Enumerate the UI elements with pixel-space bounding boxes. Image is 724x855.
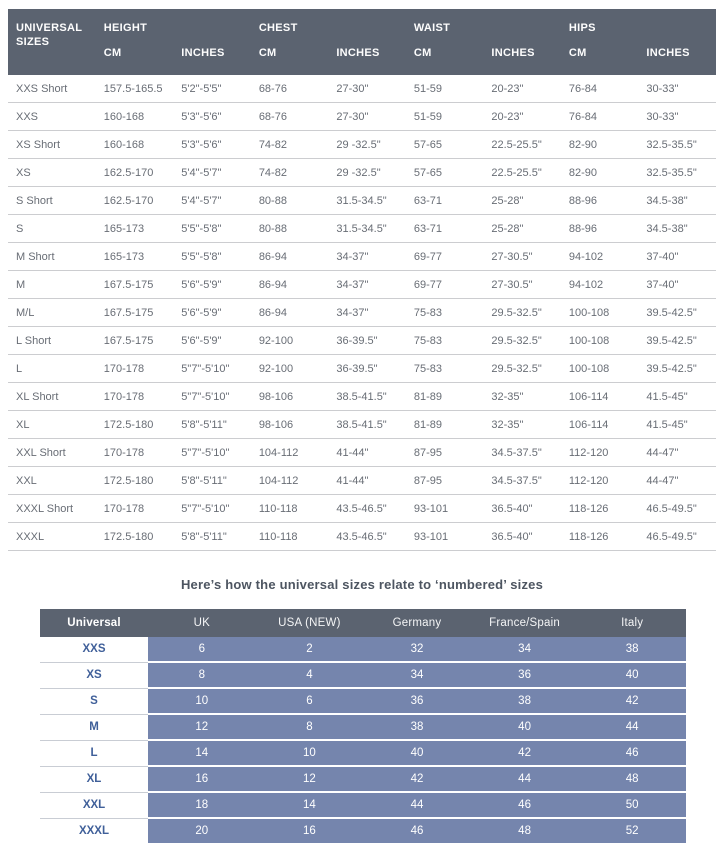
size-row <box>8 271 716 299</box>
conversion-value-cell: 12 <box>256 766 364 792</box>
universal-size-label: XS Short <box>8 131 96 159</box>
universal-size-label: M Short <box>8 243 96 271</box>
measurement-cell: 170-178 <box>96 355 174 383</box>
size-row <box>8 103 716 131</box>
measurement-cell: 5'6"-5'9" <box>173 299 251 327</box>
measurement-cell: 39.5-42.5" <box>638 299 716 327</box>
measurement-cell: 44-47" <box>638 467 716 495</box>
measurement-cell: 5"7"-5'10" <box>173 439 251 467</box>
measurement-cell: 76-84 <box>561 103 639 131</box>
conversion-value-cell: 4 <box>256 662 364 688</box>
measurement-cell: 34.5-38" <box>638 187 716 215</box>
measurement-cell: 75-83 <box>406 299 484 327</box>
measurement-cell: 63-71 <box>406 215 484 243</box>
measurement-cell: 41.5-45" <box>638 383 716 411</box>
measurement-cell: 32.5-35.5" <box>638 131 716 159</box>
conversion-value-cell: 10 <box>256 740 364 766</box>
measurement-cell: 43.5-46.5" <box>328 523 406 551</box>
measurement-cell: 172.5-180 <box>96 467 174 495</box>
size-row <box>8 495 716 523</box>
measurement-cell: 57-65 <box>406 159 484 187</box>
measurement-cell: 92-100 <box>251 355 329 383</box>
measurement-cell: 93-101 <box>406 523 484 551</box>
measurement-cell: 41.5-45" <box>638 411 716 439</box>
conversion-size-label: XXXL <box>40 818 148 843</box>
universal-size-chart <box>8 9 716 551</box>
measurement-cell: 5"7"-5'10" <box>173 383 251 411</box>
conversion-size-label: L <box>40 740 148 766</box>
conversion-col-header: Germany <box>363 609 471 637</box>
waist-inches-header: INCHES <box>483 39 561 75</box>
measurement-cell: 110-118 <box>251 523 329 551</box>
measurement-cell: 34-37" <box>328 243 406 271</box>
conversion-value-cell: 46 <box>363 818 471 843</box>
measurement-cell: 69-77 <box>406 271 484 299</box>
measurement-cell: 22.5-25.5" <box>483 159 561 187</box>
universal-size-label: XXL Short <box>8 439 96 467</box>
conversion-value-cell: 40 <box>578 662 686 688</box>
conversion-size-label: M <box>40 714 148 740</box>
measurement-cell: 112-120 <box>561 439 639 467</box>
measurement-cell: 81-89 <box>406 411 484 439</box>
conversion-value-cell: 38 <box>471 688 579 714</box>
measurement-cell: 162.5-170 <box>96 159 174 187</box>
conversion-size-label: XXS <box>40 637 148 662</box>
waist-group-header: WAIST <box>406 9 561 39</box>
measurement-cell: 63-71 <box>406 187 484 215</box>
measurement-cell: 5'5"-5'8" <box>173 243 251 271</box>
measurement-cell: 5'6"-5'9" <box>173 327 251 355</box>
measurement-cell: 39.5-42.5" <box>638 355 716 383</box>
measurement-cell: 36-39.5" <box>328 355 406 383</box>
conversion-value-cell: 48 <box>471 818 579 843</box>
height-group-header: HEIGHT <box>96 9 251 39</box>
measurement-cell: 38.5-41.5" <box>328 383 406 411</box>
measurement-cell: 32-35" <box>483 383 561 411</box>
measurement-cell: 68-76 <box>251 103 329 131</box>
conversion-value-cell: 12 <box>148 714 256 740</box>
measurement-cell: 94-102 <box>561 243 639 271</box>
measurement-cell: 30-33" <box>638 103 716 131</box>
measurement-cell: 29 -32.5" <box>328 159 406 187</box>
measurement-cell: 160-168 <box>96 131 174 159</box>
conversion-value-cell: 6 <box>256 688 364 714</box>
measurement-cell: 92-100 <box>251 327 329 355</box>
measurement-cell: 5'6"-5'9" <box>173 271 251 299</box>
conversion-value-cell: 10 <box>148 688 256 714</box>
measurement-cell: 86-94 <box>251 243 329 271</box>
measurement-cell: 75-83 <box>406 355 484 383</box>
measurement-cell: 170-178 <box>96 439 174 467</box>
conversion-value-cell: 32 <box>363 637 471 662</box>
conversion-size-label: XXL <box>40 792 148 818</box>
measurement-cell: 106-114 <box>561 411 639 439</box>
measurement-cell: 100-108 <box>561 327 639 355</box>
conversion-size-label: S <box>40 688 148 714</box>
measurement-cell: 29.5-32.5" <box>483 327 561 355</box>
hips-group-header: HIPS <box>561 9 716 39</box>
conversion-value-cell: 50 <box>578 792 686 818</box>
measurement-cell: 27-30" <box>328 75 406 103</box>
size-row <box>8 187 716 215</box>
measurement-cell: 5'2"-5'5" <box>173 75 251 103</box>
conversion-value-cell: 46 <box>471 792 579 818</box>
measurement-cell: 46.5-49.5" <box>638 495 716 523</box>
measurement-cell: 112-120 <box>561 467 639 495</box>
size-row <box>8 439 716 467</box>
measurement-cell: 30-33" <box>638 75 716 103</box>
measurement-cell: 20-23" <box>483 103 561 131</box>
measurement-cell: 32-35" <box>483 411 561 439</box>
measurement-cell: 160-168 <box>96 103 174 131</box>
conversion-value-cell: 2 <box>256 637 364 662</box>
conversion-value-cell: 16 <box>256 818 364 843</box>
measurement-cell: 118-126 <box>561 523 639 551</box>
measurement-cell: 118-126 <box>561 495 639 523</box>
measurement-cell: 170-178 <box>96 495 174 523</box>
measurement-cell: 81-89 <box>406 383 484 411</box>
measurement-cell: 106-114 <box>561 383 639 411</box>
measurement-cell: 98-106 <box>251 411 329 439</box>
measurement-cell: 172.5-180 <box>96 523 174 551</box>
conversion-col-header: UK <box>148 609 256 637</box>
conversion-table-header <box>40 609 686 637</box>
conversion-value-cell: 34 <box>363 662 471 688</box>
measurement-cell: 5'4"-5'7" <box>173 159 251 187</box>
measurement-cell: 37-40" <box>638 243 716 271</box>
size-row <box>8 75 716 103</box>
conversion-value-cell: 14 <box>148 740 256 766</box>
measurement-cell: 27-30.5" <box>483 243 561 271</box>
waist-cm-header: CM <box>406 39 484 75</box>
conversion-title: Here’s how the universal sizes relate to ‘numbered’ sizes <box>180 577 544 592</box>
chest-group-header: CHEST <box>251 9 406 39</box>
measurement-cell: 46.5-49.5" <box>638 523 716 551</box>
conversion-row <box>40 818 686 843</box>
measurement-cell: 170-178 <box>96 383 174 411</box>
conversion-col-header: France/Spain <box>471 609 579 637</box>
measurement-cell: 172.5-180 <box>96 411 174 439</box>
measurement-cell: 34-37" <box>328 299 406 327</box>
conversion-value-cell: 46 <box>578 740 686 766</box>
measurement-cell: 25-28" <box>483 215 561 243</box>
measurement-cell: 5'3"-5'6" <box>173 131 251 159</box>
measurement-cell: 167.5-175 <box>96 327 174 355</box>
size-row <box>8 327 716 355</box>
measurement-cell: 82-90 <box>561 159 639 187</box>
conversion-row <box>40 766 686 792</box>
measurement-cell: 75-83 <box>406 327 484 355</box>
conversion-table <box>40 609 686 843</box>
measurement-cell: 5"7"-5'10" <box>173 495 251 523</box>
universal-size-label: XXS <box>8 103 96 131</box>
measurement-cell: 27-30.5" <box>483 271 561 299</box>
conversion-value-cell: 44 <box>363 792 471 818</box>
measurement-cell: 44-47" <box>638 439 716 467</box>
measurement-cell: 80-88 <box>251 187 329 215</box>
measurement-cell: 80-88 <box>251 215 329 243</box>
measurement-cell: 94-102 <box>561 271 639 299</box>
universal-size-label: S Short <box>8 187 96 215</box>
conversion-value-cell: 44 <box>471 766 579 792</box>
universal-size-label: XXXL <box>8 523 96 551</box>
measurement-cell: 31.5-34.5" <box>328 215 406 243</box>
conversion-row <box>40 714 686 740</box>
measurement-cell: 36-39.5" <box>328 327 406 355</box>
measurement-cell: 29.5-32.5" <box>483 355 561 383</box>
conversion-value-cell: 44 <box>578 714 686 740</box>
conversion-col-header: USA (NEW) <box>256 609 364 637</box>
conversion-value-cell: 48 <box>578 766 686 792</box>
conversion-value-cell: 40 <box>471 714 579 740</box>
chest-cm-header: CM <box>251 39 329 75</box>
universal-sizes-header: UNIVERSAL SIZES <box>8 9 96 75</box>
conversion-value-cell: 8 <box>256 714 364 740</box>
measurement-cell: 27-30" <box>328 103 406 131</box>
measurement-cell: 110-118 <box>251 495 329 523</box>
measurement-cell: 29 -32.5" <box>328 131 406 159</box>
conversion-size-label: XL <box>40 766 148 792</box>
measurement-cell: 87-95 <box>406 467 484 495</box>
conversion-row <box>40 740 686 766</box>
conversion-row <box>40 662 686 688</box>
size-row <box>8 523 716 551</box>
size-chart-header <box>8 9 716 75</box>
measurement-cell: 5'8"-5'11" <box>173 523 251 551</box>
measurement-cell: 38.5-41.5" <box>328 411 406 439</box>
size-row <box>8 243 716 271</box>
universal-size-label: L Short <box>8 327 96 355</box>
measurement-cell: 104-112 <box>251 467 329 495</box>
hips-cm-header: CM <box>561 39 639 75</box>
universal-size-label: XL <box>8 411 96 439</box>
universal-size-label: XS <box>8 159 96 187</box>
height-inches-header: INCHES <box>173 39 251 75</box>
height-cm-header: CM <box>96 39 174 75</box>
conversion-row <box>40 792 686 818</box>
size-row <box>8 159 716 187</box>
measurement-cell: 36.5-40" <box>483 495 561 523</box>
measurement-cell: 162.5-170 <box>96 187 174 215</box>
measurement-cell: 68-76 <box>251 75 329 103</box>
measurement-cell: 41-44" <box>328 467 406 495</box>
measurement-cell: 32.5-35.5" <box>638 159 716 187</box>
conversion-value-cell: 42 <box>471 740 579 766</box>
measurement-cell: 57-65 <box>406 131 484 159</box>
measurement-cell: 5'4"-5'7" <box>173 187 251 215</box>
measurement-cell: 51-59 <box>406 103 484 131</box>
conversion-value-cell: 6 <box>148 637 256 662</box>
measurement-cell: 69-77 <box>406 243 484 271</box>
size-row <box>8 131 716 159</box>
measurement-cell: 167.5-175 <box>96 271 174 299</box>
conversion-value-cell: 34 <box>471 637 579 662</box>
measurement-cell: 100-108 <box>561 299 639 327</box>
conversion-value-cell: 36 <box>471 662 579 688</box>
measurement-cell: 157.5-165.5 <box>96 75 174 103</box>
measurement-cell: 25-28" <box>483 187 561 215</box>
measurement-cell: 82-90 <box>561 131 639 159</box>
measurement-cell: 74-82 <box>251 159 329 187</box>
size-row <box>8 299 716 327</box>
conversion-value-cell: 14 <box>256 792 364 818</box>
conversion-value-cell: 8 <box>148 662 256 688</box>
measurement-cell: 167.5-175 <box>96 299 174 327</box>
hips-inches-header: INCHES <box>638 39 716 75</box>
measurement-cell: 5'3"-5'6" <box>173 103 251 131</box>
universal-size-label: M/L <box>8 299 96 327</box>
measurement-cell: 34.5-37.5" <box>483 467 561 495</box>
measurement-cell: 51-59 <box>406 75 484 103</box>
size-row <box>8 411 716 439</box>
measurement-cell: 88-96 <box>561 215 639 243</box>
size-row <box>8 467 716 495</box>
measurement-cell: 41-44" <box>328 439 406 467</box>
universal-size-label: XXS Short <box>8 75 96 103</box>
universal-size-label: M <box>8 271 96 299</box>
measurement-cell: 34-37" <box>328 271 406 299</box>
measurement-cell: 36.5-40" <box>483 523 561 551</box>
measurement-cell: 100-108 <box>561 355 639 383</box>
conversion-row <box>40 688 686 714</box>
measurement-cell: 76-84 <box>561 75 639 103</box>
conversion-value-cell: 18 <box>148 792 256 818</box>
measurement-cell: 37-40" <box>638 271 716 299</box>
measurement-cell: 86-94 <box>251 299 329 327</box>
measurement-cell: 20-23" <box>483 75 561 103</box>
measurement-cell: 88-96 <box>561 187 639 215</box>
universal-size-label: XL Short <box>8 383 96 411</box>
conversion-value-cell: 36 <box>363 688 471 714</box>
conversion-value-cell: 42 <box>363 766 471 792</box>
conversion-value-cell: 42 <box>578 688 686 714</box>
conversion-size-label: XS <box>40 662 148 688</box>
conversion-value-cell: 20 <box>148 818 256 843</box>
conversion-value-cell: 40 <box>363 740 471 766</box>
measurement-cell: 5"7"-5'10" <box>173 355 251 383</box>
chest-inches-header: INCHES <box>328 39 406 75</box>
measurement-cell: 104-112 <box>251 439 329 467</box>
universal-size-label: XXXL Short <box>8 495 96 523</box>
measurement-cell: 5'5"-5'8" <box>173 215 251 243</box>
measurement-cell: 5'8"-5'11" <box>173 411 251 439</box>
conversion-col-header: Universal <box>40 609 148 637</box>
measurement-cell: 29.5-32.5" <box>483 299 561 327</box>
measurement-cell: 98-106 <box>251 383 329 411</box>
universal-size-label: S <box>8 215 96 243</box>
size-row <box>8 355 716 383</box>
measurement-cell: 22.5-25.5" <box>483 131 561 159</box>
conversion-value-cell: 52 <box>578 818 686 843</box>
size-row <box>8 383 716 411</box>
measurement-cell: 31.5-34.5" <box>328 187 406 215</box>
measurement-cell: 43.5-46.5" <box>328 495 406 523</box>
conversion-row <box>40 637 686 662</box>
measurement-cell: 39.5-42.5" <box>638 327 716 355</box>
conversion-value-cell: 38 <box>578 637 686 662</box>
size-row <box>8 215 716 243</box>
measurement-cell: 93-101 <box>406 495 484 523</box>
universal-size-label: L <box>8 355 96 383</box>
measurement-cell: 87-95 <box>406 439 484 467</box>
measurement-cell: 34.5-37.5" <box>483 439 561 467</box>
measurement-cell: 86-94 <box>251 271 329 299</box>
universal-size-label: XXL <box>8 467 96 495</box>
measurement-cell: 74-82 <box>251 131 329 159</box>
conversion-value-cell: 16 <box>148 766 256 792</box>
conversion-value-cell: 38 <box>363 714 471 740</box>
measurement-cell: 34.5-38" <box>638 215 716 243</box>
measurement-cell: 165-173 <box>96 243 174 271</box>
measurement-cell: 5'8"-5'11" <box>173 467 251 495</box>
measurement-cell: 165-173 <box>96 215 174 243</box>
conversion-col-header: Italy <box>578 609 686 637</box>
